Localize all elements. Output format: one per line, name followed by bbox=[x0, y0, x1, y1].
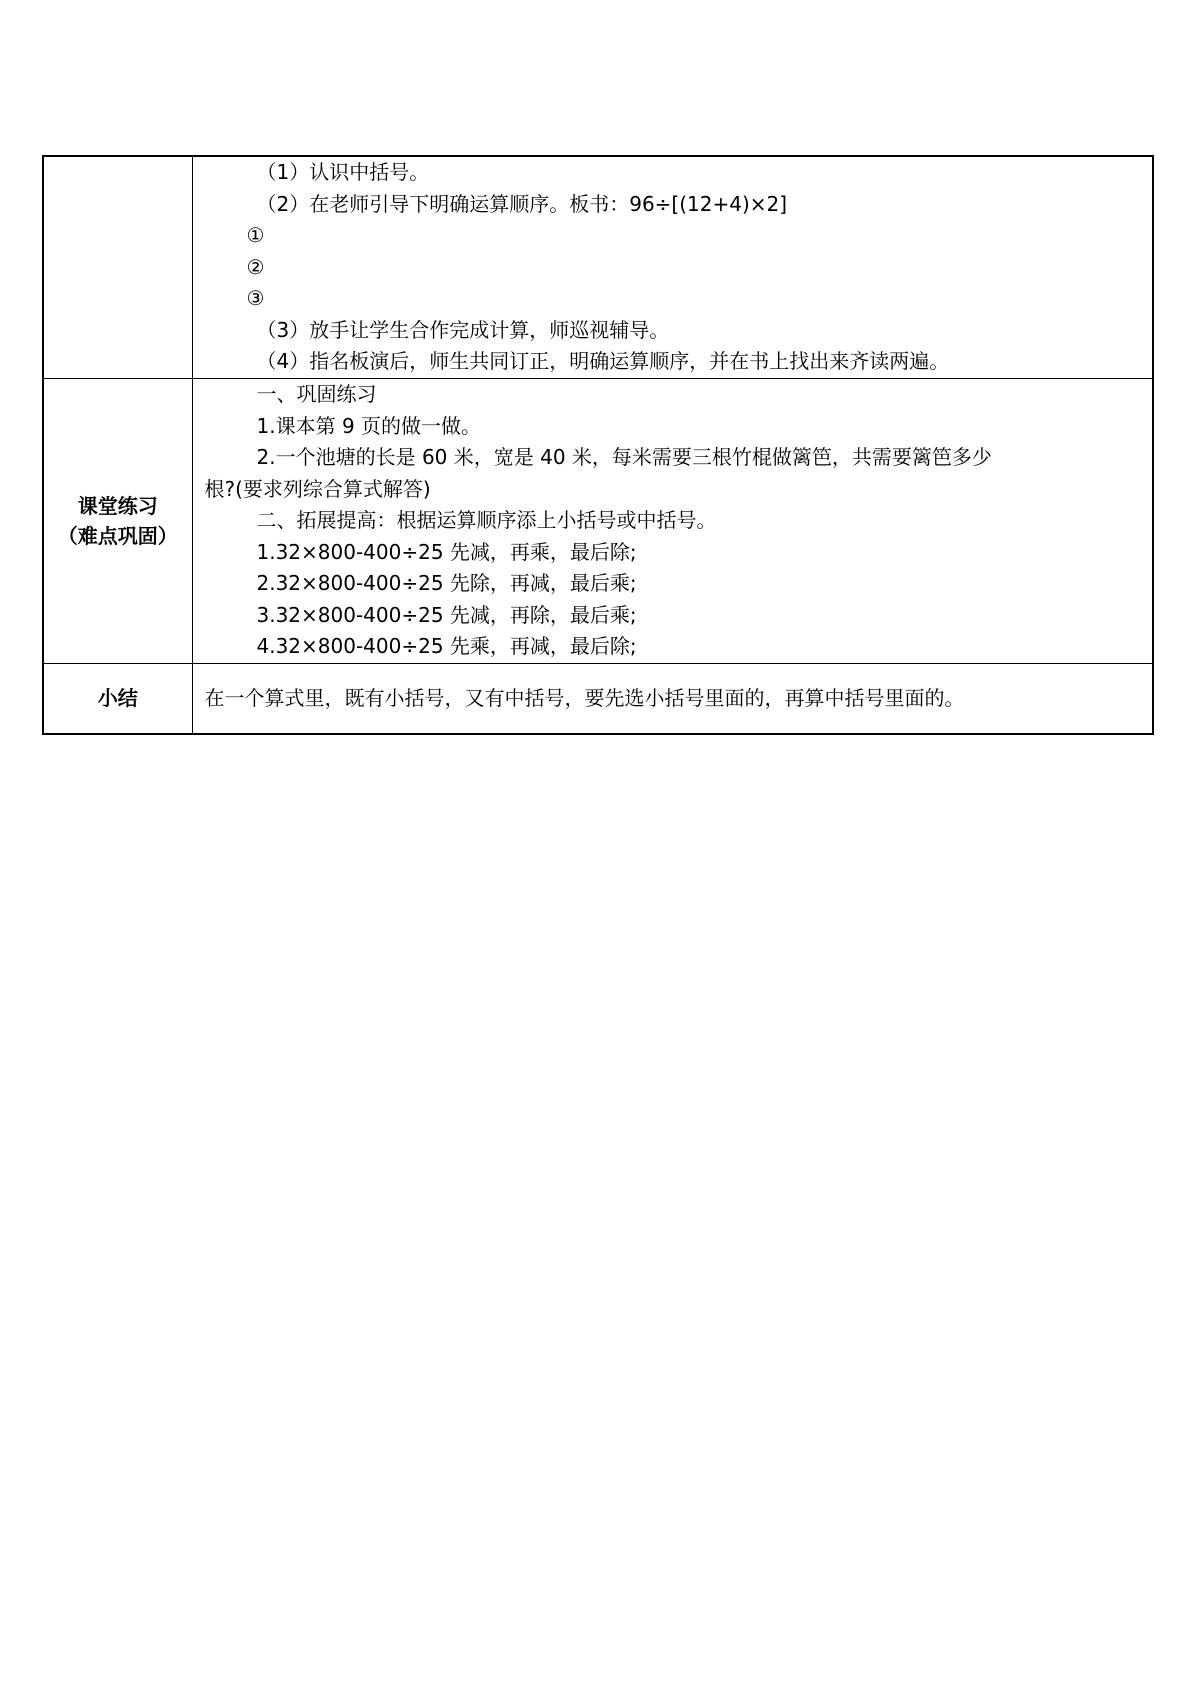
step-2-text: （2）在老师引导下明确运算顺序。板书：96÷[(12+4)×2] bbox=[256, 191, 788, 216]
extension-item-3: 3.32×800-400÷25 先减，再除，最后乘; bbox=[256, 602, 637, 627]
table-row-summary bbox=[43, 663, 1153, 734]
extension-heading: 二、拓展提高：根据运算顺序添上小括号或中括号。 bbox=[256, 508, 717, 532]
step-3-text: （3）放手让学生合作完成计算，师巡视辅导。 bbox=[256, 317, 670, 342]
practice-label bbox=[43, 379, 192, 664]
table-row-process bbox=[43, 156, 1153, 379]
practice-content bbox=[192, 379, 1153, 664]
exercise-2-text: 2.一个池塘的长是 60 米，宽是 40 米，每米需要三根竹棍做篱笆，共需要篱笆多少 bbox=[256, 445, 992, 469]
practice-label-subtitle: （难点巩固） bbox=[57, 523, 178, 548]
extension-item-2: 2.32×800-400÷25 先除，再减，最后乘; bbox=[256, 571, 637, 595]
table-row-practice bbox=[43, 379, 1153, 664]
summary-text: 在一个算式里，既有小括号，又有中括号，要先选小括号里面的，再算中括号里面的。 bbox=[192, 663, 1153, 734]
consolidation-heading: 一、巩固练习 bbox=[256, 382, 377, 406]
row-label-empty bbox=[43, 156, 192, 379]
step-1-text: （1）认识中括号。 bbox=[256, 160, 430, 184]
extension-item-4: 4.32×800-400÷25 先乘，再减，最后除; bbox=[256, 634, 637, 658]
circled-1-text: ① bbox=[246, 223, 265, 247]
lesson-plan-table bbox=[42, 155, 1154, 735]
exercise-2-continued-text: 根?(要求列综合算式解答) bbox=[204, 476, 431, 501]
extension-item-1: 1.32×800-400÷25 先减，再乘，最后除; bbox=[256, 539, 637, 564]
practice-label-title: 课堂练习 bbox=[77, 493, 158, 518]
circled-2-text: ② bbox=[246, 254, 265, 279]
exercise-1-text: 1.课本第 9 页的做一做。 bbox=[256, 413, 482, 438]
circled-3-text: ③ bbox=[246, 286, 265, 310]
summary-label: 小结 bbox=[43, 663, 192, 734]
process-content bbox=[192, 156, 1153, 379]
step-4-text: （4）指名板演后，师生共同订正，明确运算顺序，并在书上找出来齐读两遍。 bbox=[256, 349, 950, 373]
